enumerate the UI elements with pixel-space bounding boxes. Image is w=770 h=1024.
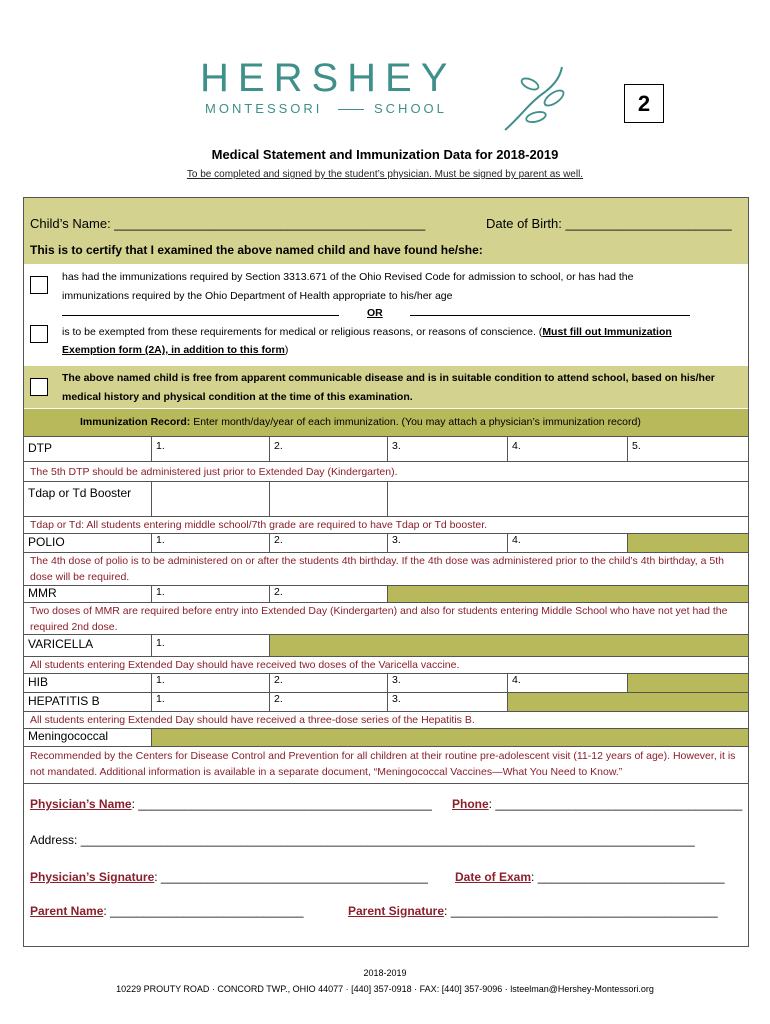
hib-label: HIB <box>24 674 152 692</box>
polio-dose-2[interactable]: 2. <box>270 534 388 552</box>
dtp-dose-3[interactable]: 3. <box>388 437 508 461</box>
tdap-dose-1[interactable] <box>152 482 270 516</box>
hepb-dose-3[interactable]: 3. <box>388 693 508 711</box>
mening-label: Meningococcal <box>24 729 152 746</box>
dtp-note: The 5th DTP should be administered just prior to Extended Day (Kindergarten). <box>30 466 398 478</box>
logo-title: HERSHEY <box>200 56 457 100</box>
or-rule-right <box>410 315 690 316</box>
hepb-shaded <box>508 693 748 711</box>
mmr-row <box>24 586 748 602</box>
mmr-dose-2[interactable]: 2. <box>270 586 388 602</box>
hepb-row <box>24 693 748 711</box>
dtp-dose-1[interactable]: 1. <box>152 437 270 461</box>
form-number-box: 2 <box>624 84 664 123</box>
tdap-dose-2[interactable] <box>270 482 388 516</box>
hepb-label: HEPATITIS B <box>24 693 152 711</box>
polio-shaded <box>628 534 748 552</box>
mmr-label: MMR <box>24 586 152 602</box>
hib-dose-4[interactable]: 4. <box>508 674 628 692</box>
mmr-note-2: required 2nd dose. <box>30 621 118 633</box>
form-title: Medical Statement and Immunization Data for 2018-2019 <box>211 147 559 162</box>
tdap-row <box>24 482 748 516</box>
polio-note-1: The 4th dose of polio is to be administered on or after the students 4th birthday. If the 4th dose was administered prior to the child’s 4th birthday, a 5th <box>30 555 724 567</box>
footer-year: 2018-2019 <box>363 968 407 978</box>
address-field[interactable]: Address: ____________________________________________________________________________________________ <box>30 833 695 847</box>
dtp-row <box>24 437 748 461</box>
mening-row <box>24 729 748 746</box>
mmr-dose-1[interactable]: 1. <box>152 586 270 602</box>
logo-sub-right: SCHOOL <box>374 101 447 116</box>
option2-text-1: is to be exempted from these requirements for medical or religious reasons, or reasons of conscience. (Must fill out Immunization <box>62 326 672 338</box>
certify-statement: This is to certify that I examined the above named child and have found he/she: <box>30 243 483 257</box>
varicella-row <box>24 635 748 656</box>
date-of-exam-field[interactable]: Date of Exam: ____________________________ <box>455 870 725 884</box>
hib-dose-2[interactable]: 2. <box>270 674 388 692</box>
leaf-logo-icon <box>500 62 570 134</box>
hib-dose-1[interactable]: 1. <box>152 674 270 692</box>
mmr-note-1: Two doses of MMR are required before entry into Extended Day (Kindergarten) and also for students entering Middle School who have not yet had the <box>30 605 728 617</box>
option3-text-2: medical history and physical condition at the time of this examination. <box>62 391 413 403</box>
logo-divider <box>338 109 364 110</box>
parent-name-field[interactable]: Parent Name: _____________________________ <box>30 904 304 918</box>
or-rule-left <box>62 315 339 316</box>
varicella-shaded <box>270 635 748 656</box>
form-subtitle: To be completed and signed by the student’s physician. Must be signed by parent as well. <box>186 169 584 180</box>
polio-row <box>24 534 748 552</box>
hib-shaded <box>628 674 748 692</box>
hib-dose-3[interactable]: 3. <box>388 674 508 692</box>
exempt-checkbox[interactable] <box>30 325 48 343</box>
or-label: OR <box>367 307 383 319</box>
hepb-note: All students entering Extended Day should have received a three-dose series of the Hepatitis B. <box>30 714 475 726</box>
option3-text-1: The above named child is free from apparent communicable disease and is in suitable condition to attend school, based on his/her <box>62 372 715 384</box>
mening-note-2: not mandated. Additional information is available in a separate document, “Meningococcal Vaccines—What You Need to Know.” <box>30 766 623 778</box>
polio-dose-3[interactable]: 3. <box>388 534 508 552</box>
hepb-dose-1[interactable]: 1. <box>152 693 270 711</box>
dob-field[interactable]: Date of Birth: _______________________ <box>486 216 732 231</box>
mening-shaded <box>152 729 748 746</box>
logo-sub-left: MONTESSORI <box>205 101 323 116</box>
dtp-label: DTP <box>24 437 152 461</box>
healthy-checkbox[interactable] <box>30 378 48 396</box>
child-name-field[interactable]: Child’s Name: ___________________________________________ <box>30 216 426 231</box>
parent-signature-field[interactable]: Parent Signature: ________________________________________ <box>348 904 718 918</box>
option1-text-1: has had the immunizations required by Section 3313.671 of the Ohio Revised Code for admission to school, or has had the <box>62 271 634 283</box>
varicella-note: All students entering Extended Day should have received two doses of the Varicella vaccine. <box>30 659 460 671</box>
polio-note-2: dose will be required. <box>30 571 130 583</box>
record-header: Immunization Record: Enter month/day/year of each immunization. (You may attach a physician’s immunization record) <box>80 416 641 428</box>
physician-name-field[interactable]: Physician’s Name: ____________________________________________ <box>30 797 432 811</box>
varicella-dose-1[interactable]: 1. <box>152 635 270 656</box>
hepb-dose-2[interactable]: 2. <box>270 693 388 711</box>
dtp-dose-5[interactable]: 5. <box>632 440 641 452</box>
mening-note-1: Recommended by the Centers for Disease Control and Prevention for all children at their routine pre-adolescent visit (11-12 years of age). However, it is <box>30 750 736 762</box>
physician-signature-field[interactable]: Physician’s Signature: ________________________________________ <box>30 870 428 884</box>
phone-field[interactable]: Phone: _____________________________________ <box>452 797 743 811</box>
tdap-label: Tdap or Td Booster <box>24 482 152 516</box>
immunized-checkbox[interactable] <box>30 276 48 294</box>
polio-dose-4[interactable]: 4. <box>508 534 628 552</box>
dtp-dose-2[interactable]: 2. <box>270 437 388 461</box>
polio-dose-1[interactable]: 1. <box>152 534 270 552</box>
hib-row <box>24 674 748 692</box>
polio-label: POLIO <box>24 534 152 552</box>
dtp-dose-4[interactable]: 4. <box>508 437 628 461</box>
varicella-label: VARICELLA <box>24 635 152 656</box>
tdap-note: Tdap or Td: All students entering middle school/7th grade are required to have Tdap or Td booster. <box>30 519 488 531</box>
footer-contact: 10229 PROUTY ROAD · CONCORD TWP., OHIO 44077 · [440] 357-0918 · FAX: [440] 357-9096 · lsteelman@Hershey-Montessori.org <box>116 984 654 994</box>
option1-text-2: immunizations required by the Ohio Department of Health appropriate to his/her age <box>62 290 453 302</box>
option2-text-2: Exemption form (2A), in addition to this form) <box>62 344 289 356</box>
mmr-shaded <box>388 586 748 602</box>
